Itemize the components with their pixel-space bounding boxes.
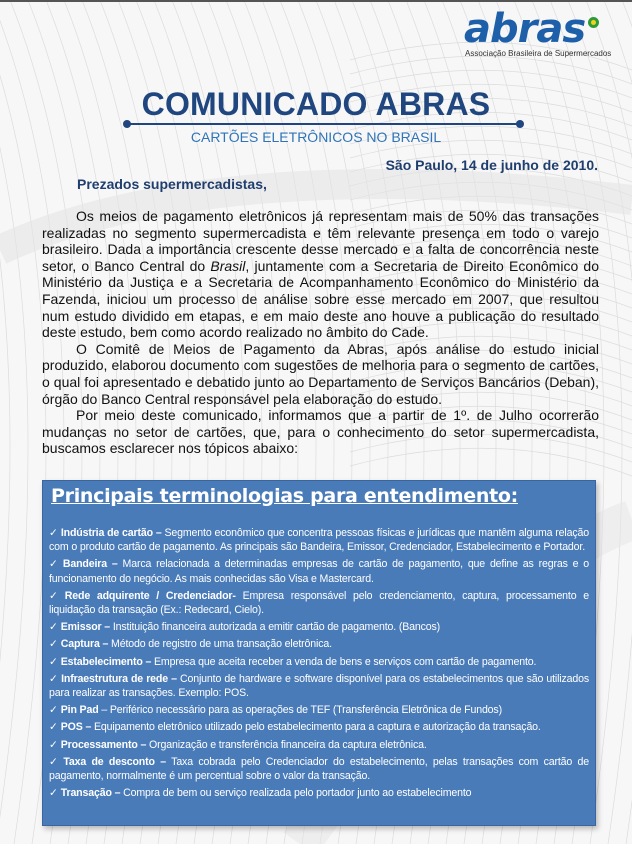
check-icon: ✓ bbox=[49, 527, 58, 539]
check-icon: ✓ bbox=[49, 621, 58, 634]
check-icon: ✓ bbox=[49, 589, 62, 602]
paragraph-1-italic: Brasil bbox=[210, 257, 246, 274]
check-icon: ✓ bbox=[49, 704, 58, 717]
term-name: Taxa de desconto – bbox=[63, 755, 166, 768]
paragraph-1 bbox=[42, 208, 599, 341]
term-name: POS – bbox=[60, 721, 92, 734]
terminology-box bbox=[42, 480, 596, 826]
term-item bbox=[49, 738, 589, 752]
term-name: Processamento – bbox=[60, 738, 147, 751]
term-name: Transação – bbox=[60, 787, 121, 800]
term-description: Equipamento eletrônico utilizado pelo estabelecimento para a captura e autorização da transação. bbox=[91, 721, 541, 734]
term-item bbox=[49, 526, 589, 554]
divider-dot-right bbox=[516, 120, 524, 128]
term-name: Rede adquirente / Credenciador- bbox=[64, 589, 236, 602]
term-description: – Periférico necessário para as operações de TEF (Transferência Eletrônica de Fundos) bbox=[98, 704, 502, 717]
term-item bbox=[49, 589, 589, 617]
term-item bbox=[49, 720, 589, 734]
greeting: Prezados supermercadistas, bbox=[77, 176, 267, 192]
term-description: Marca relacionada a determinadas empresas de cartão de pagamento, que define as regras e o funcionamento do negócio. As mais conhecidas são Visa e Mastercard. bbox=[49, 558, 589, 585]
page-subtitle: CARTÕES ELETRÔNICOS NO BRASIL bbox=[190, 129, 442, 145]
divider-dot-left bbox=[123, 120, 131, 128]
paragraph-1-text-b: , juntamente com a Secretaria de Direito Econômico do Ministério da Justiça e a Secretaria de Acompanhamento Econômico do Ministério da Fazenda, iniciou um processo de análise sobre esse mercado em 2007, que resultou num estudo dividido em etapas, e em maio deste ano houve a publicação do resultado deste estudo, bem como acordo realizado no âmbito do Cade. bbox=[42, 257, 600, 341]
term-description: Empresa responsável pelo credenciamento, captura, processamento e liquidação da transação (Ex.: Redecard, Cielo). bbox=[49, 589, 590, 617]
logo-wordmark: abras bbox=[464, 6, 586, 52]
title-divider bbox=[127, 123, 519, 125]
term-item bbox=[49, 672, 589, 700]
check-icon: ✓ bbox=[49, 638, 58, 651]
check-icon: ✓ bbox=[49, 558, 60, 571]
terminology-list bbox=[49, 526, 589, 803]
term-name: Estabelecimento – bbox=[60, 655, 152, 668]
term-description: Conjunto de hardware e software disponível para os estabelecimentos que são utilizados para realizar as transações. Exemplo: POS. bbox=[49, 672, 589, 700]
brazil-flag-icon bbox=[588, 17, 599, 28]
letter-date: São Paulo, 14 de junho de 2010. bbox=[385, 157, 598, 173]
term-description: Organização e transferência financeira da captura eletrônica. bbox=[146, 738, 427, 751]
term-item bbox=[49, 703, 589, 717]
check-icon: ✓ bbox=[49, 755, 61, 768]
paragraph-3: Por meio deste comunicado, informamos que a partir de 1º. de Julho ocorrerão mudanças no setor de cartões, que, para o conhecimento do setor supermercadista, buscamos esclarecer nos tópicos abaixo: bbox=[42, 407, 599, 457]
abras-logo bbox=[462, 6, 612, 62]
check-icon: ✓ bbox=[49, 721, 58, 734]
top-border bbox=[0, 0, 632, 2]
term-item bbox=[49, 755, 589, 783]
term-name: Captura – bbox=[60, 638, 109, 651]
term-item bbox=[49, 557, 589, 585]
term-description: Taxa cobrada pelo Credenciador do estabelecimento, pelas transações com cartão de pagamento, normalmente é um percentual sobre o valor da transação. bbox=[49, 755, 589, 783]
term-description: Empresa que aceita receber a venda de bens e serviços com cartão de pagamento. bbox=[151, 655, 537, 668]
term-name: Indústria de cartão – bbox=[60, 527, 162, 539]
check-icon: ✓ bbox=[49, 787, 58, 800]
check-icon: ✓ bbox=[49, 738, 58, 751]
term-description: Compra de bem ou serviço realizada pelo portador junto ao estabelecimento bbox=[120, 787, 472, 800]
term-description: Método de registro de uma transação eletrônica. bbox=[108, 638, 332, 651]
terminology-title: Principais terminologias para entendimento: bbox=[51, 485, 518, 507]
term-item bbox=[49, 655, 589, 669]
page-title: COMUNICADO ABRAS bbox=[141, 86, 491, 122]
letter-body bbox=[42, 208, 599, 457]
term-item bbox=[49, 786, 589, 800]
paragraph-2: O Comitê de Meios de Pagamento da Abras, após análise do estudo inicial produzido, elaborou documento com sugestões de melhoria para o segmento de cartões, o qual foi apresentado e debatido junto ao Departamento de Serviços Bancários (Deban), órgão do Banco Central responsável pela elaboração do estudo. bbox=[42, 340, 599, 407]
term-name: Emissor – bbox=[60, 621, 111, 634]
paragraph-1-text-a: Os meios de pagamento eletrônicos já representam mais de 50% das transações realizadas no segmento supermercadista e têm relevante presença em todo o varejo brasileiro. Dada a importância crescente desse mercado e a falta de concorrência neste setor, o Banco Central do bbox=[42, 208, 599, 274]
term-name: Pin Pad bbox=[60, 704, 99, 717]
term-item bbox=[49, 620, 589, 634]
term-description: Instituição financeira autorizada a emitir cartão de pagamento. (Bancos) bbox=[110, 621, 441, 634]
term-name: Infraestrutura de rede – bbox=[61, 672, 177, 685]
check-icon: ✓ bbox=[49, 655, 58, 668]
term-item bbox=[49, 637, 589, 651]
term-name: Bandeira – bbox=[62, 558, 118, 571]
check-icon: ✓ bbox=[49, 672, 59, 685]
logo-tagline: Associação Brasileira de Supermercados bbox=[465, 49, 612, 58]
term-description: Segmento econômico que concentra pessoas físicas e jurídicas que mantêm alguma relação com o produto cartão de pagamento. As principais são Bandeira, Emissor, Credenciador, Estabelecimento e Portador. bbox=[49, 527, 589, 554]
